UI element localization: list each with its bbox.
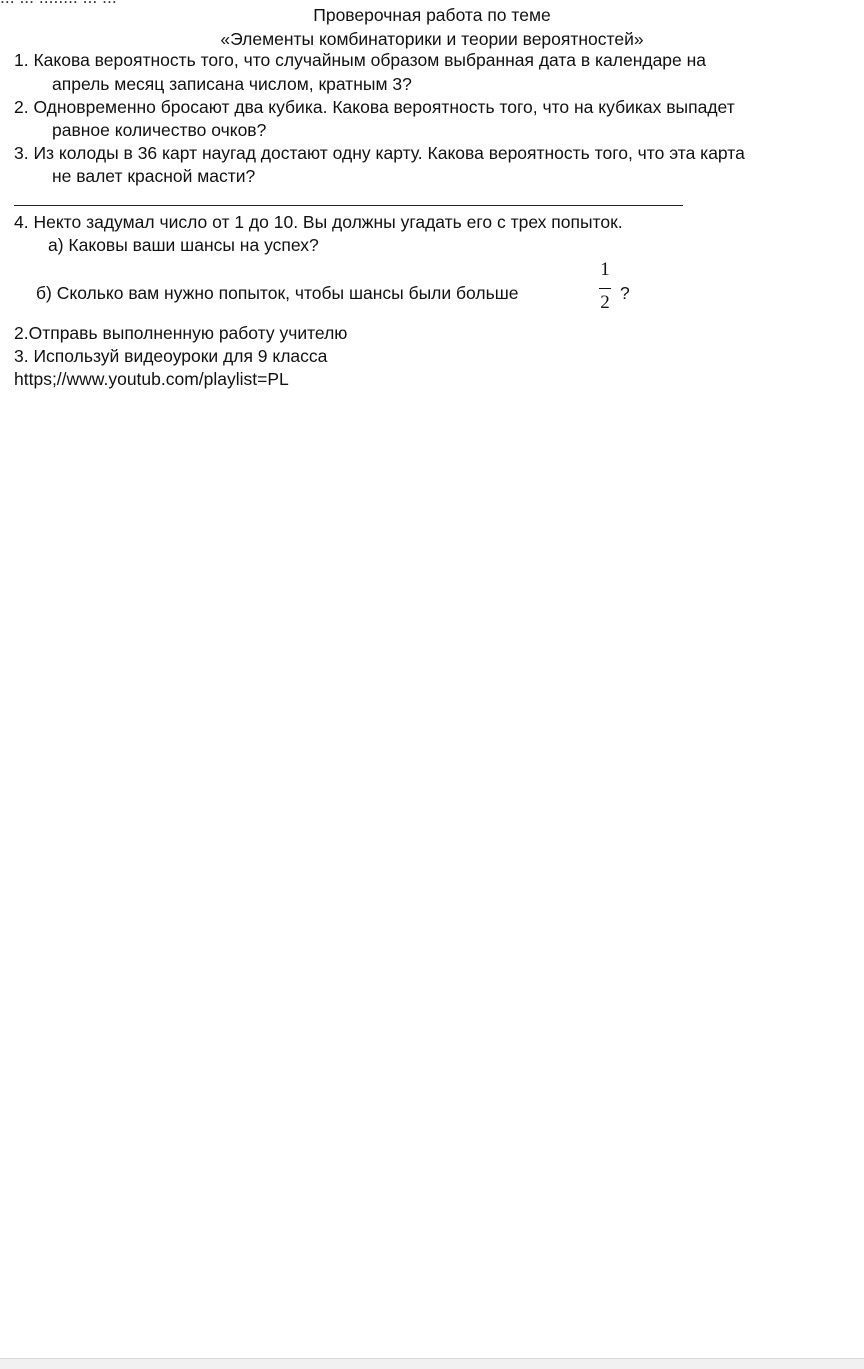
bottom-edge-strip	[0, 1358, 864, 1369]
question-1-line-1: 1. Какова вероятность того, что случайным образом выбранная дата в календаре на	[14, 50, 707, 70]
fraction-one-half	[596, 259, 614, 317]
question-2-line-1: 2. Одновременно бросают два кубика. Какова вероятность того, что на кубиках выпадет	[14, 97, 735, 117]
fraction-bar	[599, 288, 611, 289]
question-3-line-1: 3. Из колоды в 36 карт наугад достают одну карту. Какова вероятность того, что эта карта	[14, 143, 745, 163]
question-4-part-a: а) Каковы ваши шансы на успех?	[48, 235, 319, 255]
title-line-2: «Элементы комбинаторики и теории вероятностей»	[220, 29, 644, 49]
question-4-part-b-end: ?	[620, 283, 630, 303]
fraction-numerator: 1	[600, 259, 610, 280]
title-line-1: Проверочная работа по теме	[313, 5, 551, 25]
question-4-part-b: б) Сколько вам нужно попыток, чтобы шансы были больше	[36, 283, 519, 303]
section-divider	[14, 205, 683, 206]
fraction-denominator: 2	[600, 292, 610, 313]
playlist-link-text: https;//www.youtub.com/playlist=PL	[14, 369, 289, 389]
question-2-line-2: равное количество очков?	[52, 120, 267, 140]
instruction-send-work: 2.Отправь выполненную работу учителю	[14, 323, 348, 343]
instruction-video-lessons: 3. Используй видеоуроки для 9 класса	[14, 346, 328, 366]
question-1-line-2: апрель месяц записана числом, кратным 3?	[52, 74, 412, 94]
question-4-main: 4. Некто задумал число от 1 до 10. Вы должны угадать его с трех попыток.	[14, 212, 623, 232]
question-3-line-2: не валет красной масти?	[52, 166, 256, 186]
